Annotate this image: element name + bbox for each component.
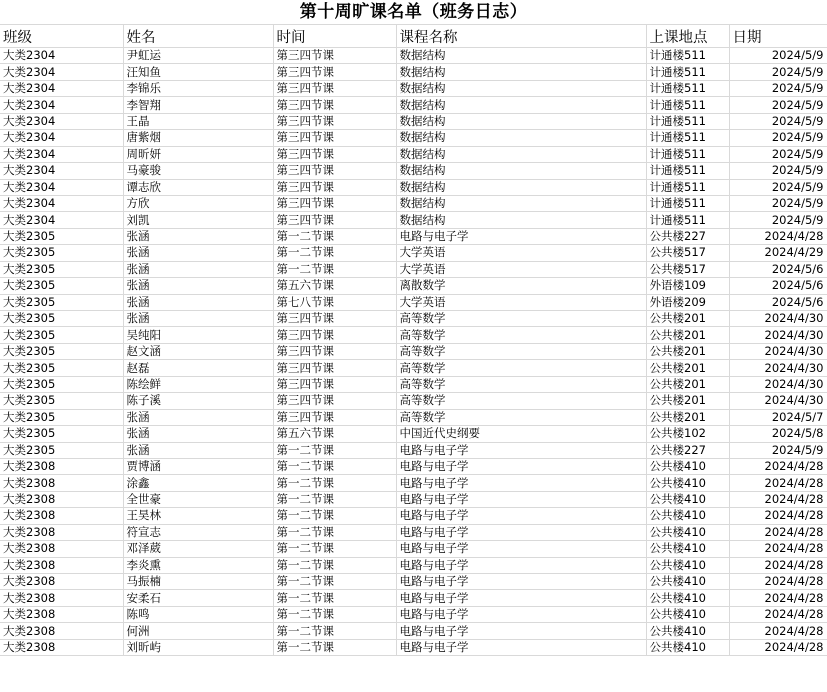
cell-location[interactable]: 计通楼511 xyxy=(646,113,729,129)
cell-class[interactable]: 大类2308 xyxy=(0,541,123,557)
cell-time[interactable]: 第三四节课 xyxy=(273,409,396,425)
table-row xyxy=(0,639,827,655)
table-row xyxy=(0,557,827,573)
cell-name[interactable]: 谭志欣 xyxy=(123,179,273,195)
cell-date[interactable]: 2024/4/28 xyxy=(729,541,827,557)
cell-date[interactable]: 2024/5/9 xyxy=(729,146,827,162)
table-row xyxy=(0,212,827,228)
cell-location[interactable]: 公共楼227 xyxy=(646,442,729,458)
cell-time[interactable]: 第一二节课 xyxy=(273,261,396,277)
table-row xyxy=(0,508,827,524)
cell-class[interactable]: 大类2305 xyxy=(0,360,123,376)
cell-class[interactable]: 大类2304 xyxy=(0,195,123,211)
cell-course[interactable]: 电路与电子学 xyxy=(396,623,646,639)
cell-location[interactable]: 公共楼201 xyxy=(646,409,729,425)
cell-name[interactable]: 马豪骏 xyxy=(123,163,273,179)
cell-location[interactable]: 公共楼102 xyxy=(646,426,729,442)
cell-date[interactable]: 2024/4/28 xyxy=(729,458,827,474)
table-row xyxy=(0,195,827,211)
cell-location[interactable]: 计通楼511 xyxy=(646,212,729,228)
cell-class[interactable]: 大类2304 xyxy=(0,64,123,80)
cell-date[interactable]: 2024/5/9 xyxy=(729,195,827,211)
cell-date[interactable]: 2024/5/9 xyxy=(729,48,827,64)
cell-class[interactable]: 大类2305 xyxy=(0,426,123,442)
cell-course[interactable]: 电路与电子学 xyxy=(396,458,646,474)
table-row xyxy=(0,130,827,146)
cell-time[interactable]: 第一二节课 xyxy=(273,590,396,606)
cell-class[interactable]: 大类2308 xyxy=(0,590,123,606)
cell-name[interactable]: 何洲 xyxy=(123,623,273,639)
table-row xyxy=(0,458,827,474)
cell-time[interactable]: 第一二节课 xyxy=(273,442,396,458)
cell-date[interactable]: 2024/5/6 xyxy=(729,278,827,294)
cell-location[interactable]: 计通楼511 xyxy=(646,64,729,80)
cell-location[interactable]: 公共楼517 xyxy=(646,261,729,277)
cell-class[interactable]: 大类2308 xyxy=(0,524,123,540)
cell-date[interactable]: 2024/5/6 xyxy=(729,294,827,310)
cell-date[interactable]: 2024/5/9 xyxy=(729,163,827,179)
cell-time[interactable]: 第五六节课 xyxy=(273,426,396,442)
cell-time[interactable]: 第三四节课 xyxy=(273,64,396,80)
cell-time[interactable]: 第一二节课 xyxy=(273,541,396,557)
cell-date[interactable]: 2024/5/9 xyxy=(729,97,827,113)
cell-name[interactable]: 王晶 xyxy=(123,113,273,129)
cell-date[interactable]: 2024/4/28 xyxy=(729,508,827,524)
cell-time[interactable]: 第三四节课 xyxy=(273,343,396,359)
cell-course[interactable]: 数据结构 xyxy=(396,195,646,211)
cell-time[interactable]: 第三四节课 xyxy=(273,212,396,228)
cell-date[interactable]: 2024/4/28 xyxy=(729,491,827,507)
cell-course[interactable]: 电路与电子学 xyxy=(396,606,646,622)
cell-date[interactable]: 2024/5/9 xyxy=(729,442,827,458)
cell-time[interactable]: 第一二节课 xyxy=(273,508,396,524)
cell-date[interactable]: 2024/5/9 xyxy=(729,212,827,228)
cell-date[interactable]: 2024/4/28 xyxy=(729,639,827,655)
table-row xyxy=(0,606,827,622)
cell-date[interactable]: 2024/5/9 xyxy=(729,80,827,96)
cell-time[interactable]: 第三四节课 xyxy=(273,130,396,146)
cell-location[interactable]: 公共楼201 xyxy=(646,376,729,392)
cell-name[interactable]: 刘凯 xyxy=(123,212,273,228)
cell-class[interactable]: 大类2304 xyxy=(0,130,123,146)
cell-location[interactable]: 公共楼410 xyxy=(646,475,729,491)
table-row xyxy=(0,491,827,507)
cell-date[interactable]: 2024/4/28 xyxy=(729,606,827,622)
cell-location[interactable]: 公共楼410 xyxy=(646,508,729,524)
table-row xyxy=(0,541,827,557)
cell-course[interactable]: 数据结构 xyxy=(396,212,646,228)
header-location[interactable]: 上课地点 xyxy=(646,25,729,48)
table-row xyxy=(0,376,827,392)
cell-time[interactable]: 第三四节课 xyxy=(273,179,396,195)
cell-date[interactable]: 2024/5/9 xyxy=(729,64,827,80)
cell-name[interactable]: 张涵 xyxy=(123,228,273,244)
cell-class[interactable]: 大类2305 xyxy=(0,311,123,327)
cell-course[interactable]: 数据结构 xyxy=(396,80,646,96)
table-row xyxy=(0,278,827,294)
table-row xyxy=(0,80,827,96)
cell-location[interactable]: 外语楼209 xyxy=(646,294,729,310)
table-row xyxy=(0,590,827,606)
cell-course[interactable]: 高等数学 xyxy=(396,343,646,359)
cell-date[interactable]: 2024/4/28 xyxy=(729,623,827,639)
cell-name[interactable]: 刘昕屿 xyxy=(123,639,273,655)
cell-name[interactable]: 张涵 xyxy=(123,311,273,327)
cell-name[interactable]: 赵文涵 xyxy=(123,343,273,359)
cell-course[interactable]: 高等数学 xyxy=(396,360,646,376)
cell-course[interactable]: 数据结构 xyxy=(396,146,646,162)
cell-time[interactable]: 第一二节课 xyxy=(273,458,396,474)
cell-time[interactable]: 第三四节课 xyxy=(273,360,396,376)
header-course[interactable]: 课程名称 xyxy=(396,25,646,48)
cell-date[interactable]: 2024/5/9 xyxy=(729,130,827,146)
cell-class[interactable]: 大类2305 xyxy=(0,343,123,359)
cell-name[interactable]: 李炎熏 xyxy=(123,557,273,573)
table-row xyxy=(0,48,827,64)
cell-class[interactable]: 大类2304 xyxy=(0,113,123,129)
cell-class[interactable]: 大类2308 xyxy=(0,639,123,655)
cell-class[interactable]: 大类2304 xyxy=(0,163,123,179)
cell-course[interactable]: 数据结构 xyxy=(396,130,646,146)
table-body xyxy=(0,48,827,656)
cell-time[interactable]: 第一二节课 xyxy=(273,524,396,540)
cell-course[interactable]: 大学英语 xyxy=(396,245,646,261)
cell-location[interactable]: 计通楼511 xyxy=(646,48,729,64)
cell-class[interactable]: 大类2305 xyxy=(0,393,123,409)
cell-date[interactable]: 2024/4/28 xyxy=(729,475,827,491)
cell-class[interactable]: 大类2308 xyxy=(0,491,123,507)
cell-course[interactable]: 电路与电子学 xyxy=(396,639,646,655)
cell-name[interactable]: 李智翔 xyxy=(123,97,273,113)
cell-course[interactable]: 电路与电子学 xyxy=(396,508,646,524)
cell-class[interactable]: 大类2305 xyxy=(0,294,123,310)
cell-course[interactable]: 电路与电子学 xyxy=(396,228,646,244)
cell-date[interactable]: 2024/5/9 xyxy=(729,113,827,129)
cell-name[interactable]: 赵磊 xyxy=(123,360,273,376)
cell-class[interactable]: 大类2305 xyxy=(0,245,123,261)
cell-location[interactable]: 公共楼410 xyxy=(646,623,729,639)
cell-time[interactable]: 第三四节课 xyxy=(273,195,396,211)
cell-name[interactable]: 张涵 xyxy=(123,245,273,261)
table-row xyxy=(0,97,827,113)
table-row xyxy=(0,442,827,458)
cell-course[interactable]: 电路与电子学 xyxy=(396,524,646,540)
cell-course[interactable]: 高等数学 xyxy=(396,327,646,343)
cell-date[interactable]: 2024/5/9 xyxy=(729,179,827,195)
cell-time[interactable]: 第一二节课 xyxy=(273,623,396,639)
cell-time[interactable]: 第三四节课 xyxy=(273,113,396,129)
cell-name[interactable]: 尹虹运 xyxy=(123,48,273,64)
cell-date[interactable]: 2024/5/7 xyxy=(729,409,827,425)
table-row xyxy=(0,524,827,540)
cell-class[interactable]: 大类2308 xyxy=(0,458,123,474)
table-row xyxy=(0,409,827,425)
cell-time[interactable]: 第三四节课 xyxy=(273,163,396,179)
cell-class[interactable]: 大类2308 xyxy=(0,557,123,573)
cell-date[interactable]: 2024/4/30 xyxy=(729,376,827,392)
cell-date[interactable]: 2024/5/6 xyxy=(729,261,827,277)
cell-name[interactable]: 张涵 xyxy=(123,261,273,277)
cell-location[interactable]: 计通楼511 xyxy=(646,179,729,195)
cell-location[interactable]: 计通楼511 xyxy=(646,80,729,96)
cell-date[interactable]: 2024/4/30 xyxy=(729,327,827,343)
table-row xyxy=(0,623,827,639)
table-row xyxy=(0,426,827,442)
cell-course[interactable]: 高等数学 xyxy=(396,311,646,327)
cell-time[interactable]: 第三四节课 xyxy=(273,80,396,96)
cell-course[interactable]: 数据结构 xyxy=(396,179,646,195)
table-row xyxy=(0,64,827,80)
cell-course[interactable]: 电路与电子学 xyxy=(396,590,646,606)
cell-time[interactable]: 第一二节课 xyxy=(273,475,396,491)
cell-date[interactable]: 2024/4/28 xyxy=(729,574,827,590)
cell-course[interactable]: 高等数学 xyxy=(396,376,646,392)
cell-course[interactable]: 高等数学 xyxy=(396,393,646,409)
header-row xyxy=(0,25,827,48)
cell-course[interactable]: 电路与电子学 xyxy=(396,475,646,491)
cell-location[interactable]: 公共楼201 xyxy=(646,360,729,376)
cell-class[interactable]: 大类2305 xyxy=(0,376,123,392)
cell-course[interactable]: 中国近代史纲要 xyxy=(396,426,646,442)
cell-time[interactable]: 第一二节课 xyxy=(273,557,396,573)
cell-name[interactable]: 王昊林 xyxy=(123,508,273,524)
cell-course[interactable]: 数据结构 xyxy=(396,48,646,64)
cell-date[interactable]: 2024/4/28 xyxy=(729,228,827,244)
cell-time[interactable]: 第三四节课 xyxy=(273,146,396,162)
cell-date[interactable]: 2024/4/30 xyxy=(729,360,827,376)
header-time[interactable]: 时间 xyxy=(273,25,396,48)
cell-class[interactable]: 大类2305 xyxy=(0,327,123,343)
cell-location[interactable]: 计通楼511 xyxy=(646,146,729,162)
table-row xyxy=(0,146,827,162)
cell-course[interactable]: 电路与电子学 xyxy=(396,442,646,458)
cell-course[interactable]: 电路与电子学 xyxy=(396,491,646,507)
cell-location[interactable]: 公共楼410 xyxy=(646,491,729,507)
cell-location[interactable]: 公共楼201 xyxy=(646,343,729,359)
cell-class[interactable]: 大类2308 xyxy=(0,606,123,622)
cell-time[interactable]: 第一二节课 xyxy=(273,228,396,244)
cell-course[interactable]: 数据结构 xyxy=(396,64,646,80)
cell-class[interactable]: 大类2305 xyxy=(0,442,123,458)
table-row xyxy=(0,343,827,359)
cell-course[interactable]: 大学英语 xyxy=(396,294,646,310)
cell-time[interactable]: 第五六节课 xyxy=(273,278,396,294)
cell-date[interactable]: 2024/4/28 xyxy=(729,557,827,573)
table-row xyxy=(0,294,827,310)
cell-course[interactable]: 电路与电子学 xyxy=(396,541,646,557)
cell-name[interactable]: 涂鑫 xyxy=(123,475,273,491)
cell-location[interactable]: 公共楼410 xyxy=(646,590,729,606)
cell-date[interactable]: 2024/4/30 xyxy=(729,393,827,409)
cell-name[interactable]: 陈绘鲜 xyxy=(123,376,273,392)
cell-location[interactable]: 公共楼201 xyxy=(646,393,729,409)
cell-location[interactable]: 计通楼511 xyxy=(646,163,729,179)
cell-course[interactable]: 电路与电子学 xyxy=(396,574,646,590)
cell-course[interactable]: 数据结构 xyxy=(396,97,646,113)
cell-name[interactable]: 周昕妍 xyxy=(123,146,273,162)
header-date[interactable]: 日期 xyxy=(729,25,827,48)
cell-class[interactable]: 大类2308 xyxy=(0,475,123,491)
cell-time[interactable]: 第一二节课 xyxy=(273,491,396,507)
cell-location[interactable]: 计通楼511 xyxy=(646,195,729,211)
cell-name[interactable]: 唐紫烟 xyxy=(123,130,273,146)
cell-location[interactable]: 公共楼410 xyxy=(646,524,729,540)
cell-date[interactable]: 2024/4/28 xyxy=(729,590,827,606)
cell-class[interactable]: 大类2305 xyxy=(0,278,123,294)
cell-name[interactable]: 张涵 xyxy=(123,294,273,310)
cell-location[interactable]: 公共楼410 xyxy=(646,458,729,474)
cell-time[interactable]: 第三四节课 xyxy=(273,393,396,409)
cell-name[interactable]: 方欣 xyxy=(123,195,273,211)
cell-course[interactable]: 高等数学 xyxy=(396,409,646,425)
header-name[interactable]: 姓名 xyxy=(123,25,273,48)
cell-name[interactable]: 张涵 xyxy=(123,409,273,425)
cell-class[interactable]: 大类2308 xyxy=(0,508,123,524)
cell-course[interactable]: 大学英语 xyxy=(396,261,646,277)
cell-time[interactable]: 第三四节课 xyxy=(273,311,396,327)
cell-name[interactable]: 贾博涵 xyxy=(123,458,273,474)
cell-name[interactable]: 全世豪 xyxy=(123,491,273,507)
cell-class[interactable]: 大类2304 xyxy=(0,97,123,113)
header-class[interactable]: 班级 xyxy=(0,25,123,48)
cell-name[interactable]: 陈鸣 xyxy=(123,606,273,622)
table-row xyxy=(0,113,827,129)
cell-class[interactable]: 大类2308 xyxy=(0,623,123,639)
cell-location[interactable]: 计通楼511 xyxy=(646,97,729,113)
cell-location[interactable]: 公共楼201 xyxy=(646,311,729,327)
table-row xyxy=(0,311,827,327)
cell-time[interactable]: 第三四节课 xyxy=(273,97,396,113)
cell-class[interactable]: 大类2305 xyxy=(0,409,123,425)
cell-name[interactable]: 陈子溪 xyxy=(123,393,273,409)
cell-name[interactable]: 安柔石 xyxy=(123,590,273,606)
cell-name[interactable]: 汪知鱼 xyxy=(123,64,273,80)
table-row xyxy=(0,179,827,195)
cell-date[interactable]: 2024/4/30 xyxy=(729,343,827,359)
cell-course[interactable]: 数据结构 xyxy=(396,113,646,129)
cell-location[interactable]: 外语楼109 xyxy=(646,278,729,294)
table-row xyxy=(0,163,827,179)
table-row xyxy=(0,261,827,277)
cell-name[interactable]: 张涵 xyxy=(123,426,273,442)
cell-name[interactable]: 李锦乐 xyxy=(123,80,273,96)
cell-time[interactable]: 第三四节课 xyxy=(273,376,396,392)
cell-class[interactable]: 大类2304 xyxy=(0,212,123,228)
cell-date[interactable]: 2024/4/29 xyxy=(729,245,827,261)
table-row xyxy=(0,574,827,590)
cell-class[interactable]: 大类2304 xyxy=(0,80,123,96)
table-row xyxy=(0,327,827,343)
cell-date[interactable]: 2024/4/30 xyxy=(729,311,827,327)
cell-name[interactable]: 邓泽葳 xyxy=(123,541,273,557)
cell-time[interactable]: 第一二节课 xyxy=(273,574,396,590)
cell-class[interactable]: 大类2304 xyxy=(0,48,123,64)
table-row xyxy=(0,228,827,244)
cell-time[interactable]: 第一二节课 xyxy=(273,639,396,655)
cell-time[interactable]: 第三四节课 xyxy=(273,327,396,343)
cell-class[interactable]: 大类2304 xyxy=(0,179,123,195)
cell-location[interactable]: 计通楼511 xyxy=(646,130,729,146)
cell-class[interactable]: 大类2308 xyxy=(0,574,123,590)
cell-location[interactable]: 公共楼410 xyxy=(646,639,729,655)
absence-table xyxy=(0,25,827,656)
cell-time[interactable]: 第七八节课 xyxy=(273,294,396,310)
cell-time[interactable]: 第一二节课 xyxy=(273,606,396,622)
cell-name[interactable]: 吴纯阳 xyxy=(123,327,273,343)
cell-location[interactable]: 公共楼517 xyxy=(646,245,729,261)
cell-location[interactable]: 公共楼410 xyxy=(646,606,729,622)
cell-location[interactable]: 公共楼410 xyxy=(646,574,729,590)
table-row xyxy=(0,360,827,376)
cell-location[interactable]: 公共楼410 xyxy=(646,557,729,573)
cell-class[interactable]: 大类2304 xyxy=(0,146,123,162)
sheet-title: 第十周旷课名单（班务日志） xyxy=(0,0,827,25)
cell-date[interactable]: 2024/4/28 xyxy=(729,524,827,540)
cell-location[interactable]: 公共楼227 xyxy=(646,228,729,244)
cell-course[interactable]: 电路与电子学 xyxy=(396,557,646,573)
table-row xyxy=(0,393,827,409)
cell-class[interactable]: 大类2305 xyxy=(0,261,123,277)
cell-course[interactable]: 数据结构 xyxy=(396,163,646,179)
cell-location[interactable]: 公共楼410 xyxy=(646,541,729,557)
table-row xyxy=(0,475,827,491)
cell-class[interactable]: 大类2305 xyxy=(0,228,123,244)
cell-date[interactable]: 2024/5/8 xyxy=(729,426,827,442)
cell-time[interactable]: 第三四节课 xyxy=(273,48,396,64)
cell-name[interactable]: 张涵 xyxy=(123,278,273,294)
cell-name[interactable]: 符宣志 xyxy=(123,524,273,540)
cell-location[interactable]: 公共楼201 xyxy=(646,327,729,343)
cell-course[interactable]: 离散数学 xyxy=(396,278,646,294)
cell-time[interactable]: 第一二节课 xyxy=(273,245,396,261)
cell-name[interactable]: 张涵 xyxy=(123,442,273,458)
cell-name[interactable]: 马振楠 xyxy=(123,574,273,590)
table-row xyxy=(0,245,827,261)
